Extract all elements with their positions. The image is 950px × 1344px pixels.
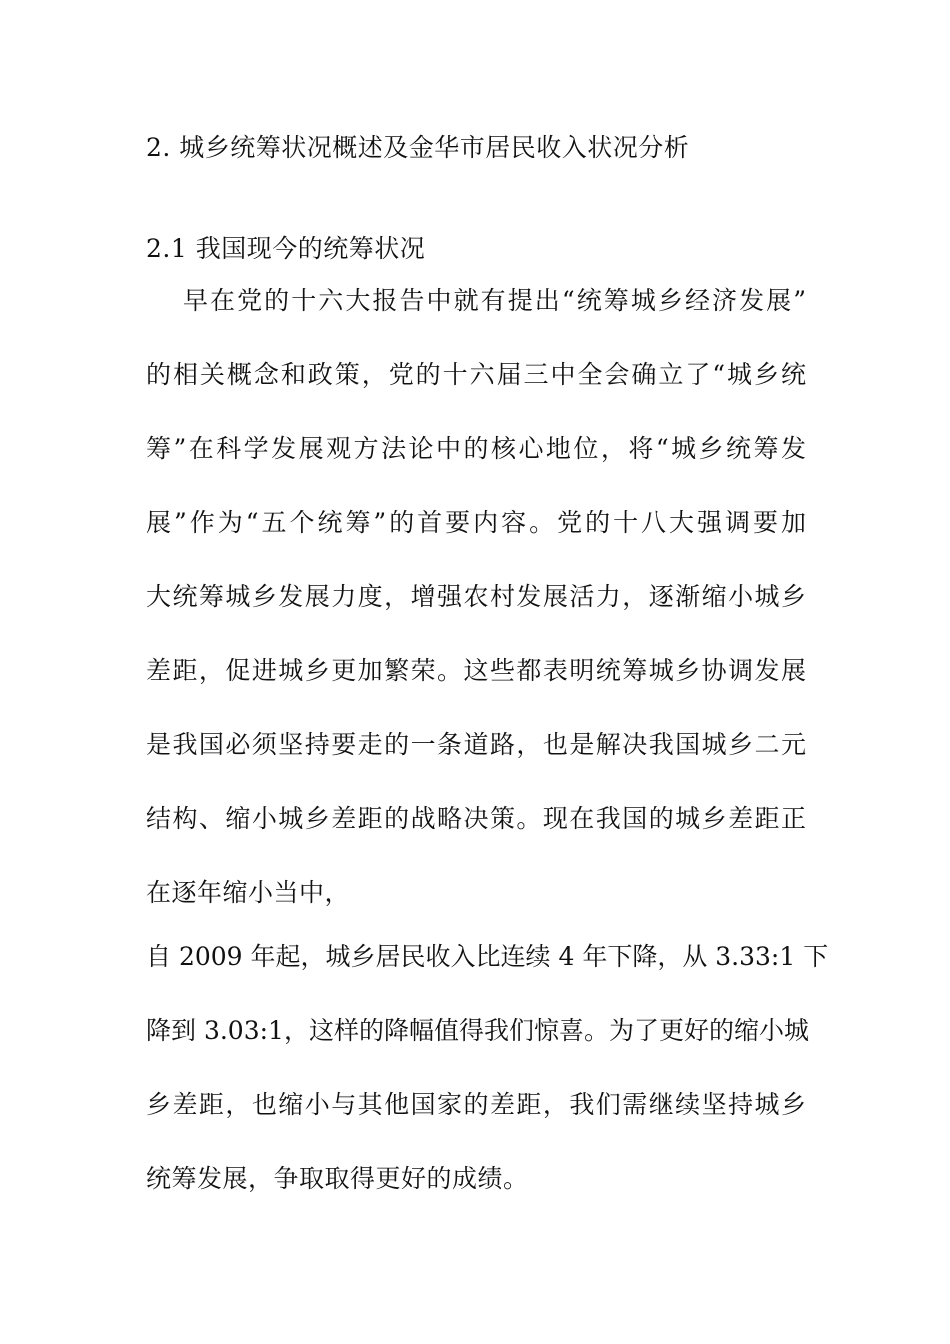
paragraph-line: 乡差距，也缩小与其他国家的差距，我们需继续坚持城乡 bbox=[146, 1090, 806, 1119]
paragraph-line: 是我国必须坚持要走的一条道路，也是解决我国城乡二元 bbox=[146, 730, 806, 759]
paragraph-line: 统筹发展，争取取得更好的成绩。 bbox=[146, 1164, 529, 1193]
paragraph-line: 的相关概念和政策，党的十六届三中全会确立了“城乡统 bbox=[146, 360, 806, 389]
paragraph-line: 早在党的十六大报告中就有提出“统筹城乡经济发展” bbox=[183, 286, 806, 315]
paragraph-line: 结构、缩小城乡差距的战略决策。现在我国的城乡差距正 bbox=[146, 804, 806, 833]
paragraph-line: 筹”在科学发展观方法论中的核心地位，将“城乡统筹发 bbox=[146, 434, 806, 463]
paragraph-line: 差距，促进城乡更加繁荣。这些都表明统筹城乡协调发展 bbox=[146, 656, 806, 685]
paragraph-line: 自 2009 年起，城乡居民收入比连续 4 年下降，从 3.33:1 下 bbox=[146, 942, 829, 971]
paragraph-line: 降到 3.03:1，这样的降幅值得我们惊喜。为了更好的缩小城 bbox=[146, 1016, 809, 1045]
section-heading: 2. 城乡统筹状况概述及金华市居民收入状况分析 bbox=[146, 133, 690, 162]
paragraph-line: 展”作为“五个统筹”的首要内容。党的十八大强调要加 bbox=[146, 508, 806, 537]
paragraph-line: 在逐年缩小当中， bbox=[146, 878, 351, 907]
paragraph-line: 大统筹城乡发展力度，增强农村发展活力，逐渐缩小城乡 bbox=[146, 582, 806, 611]
subsection-heading: 2.1 我国现今的统筹状况 bbox=[146, 234, 426, 263]
